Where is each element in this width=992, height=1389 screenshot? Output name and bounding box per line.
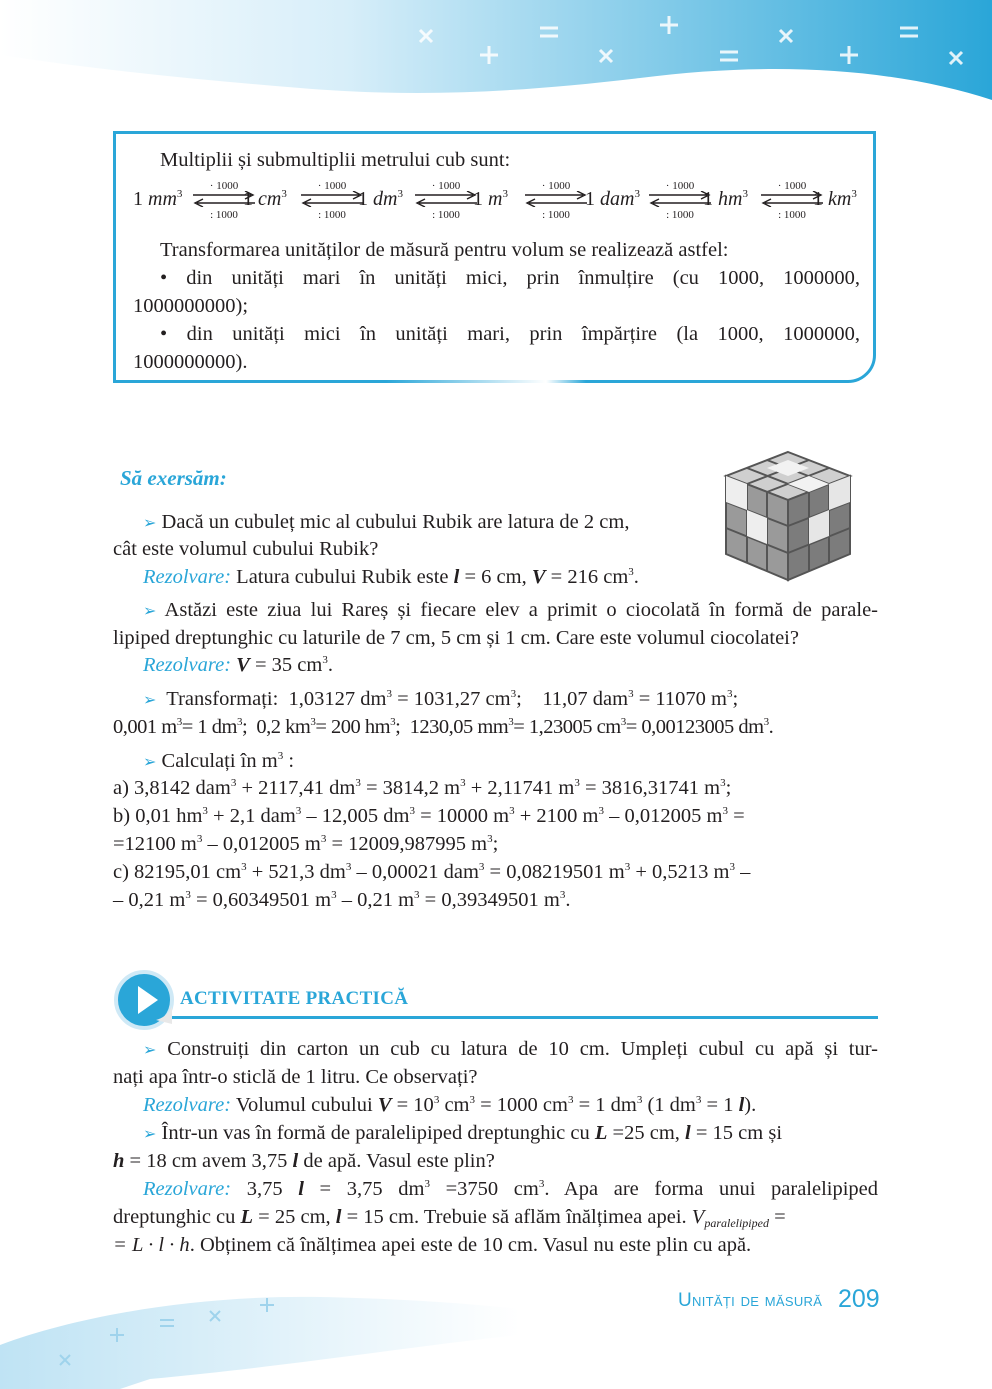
activity-2-line1: ➢ Într-un vas în formă de paralelipiped dreptunghic cu L =25 cm, l = 15 cm și	[143, 1122, 783, 1144]
box-border-fade	[386, 380, 586, 383]
unit-dm3: 1 $dm^3$	[358, 188, 403, 210]
bottom-decorative-band	[0, 1275, 520, 1389]
chapter-title: Unități de măsură	[678, 1290, 823, 1311]
unit-conversion-row	[133, 178, 863, 224]
unit-km3: 1 $km^3$	[813, 188, 857, 210]
activity-title: ACTIVITATE PRACTICĂ	[180, 988, 409, 1009]
exercise-4-b-line2: =12100 $m^3 - 0,012005$ $m^3 = 12009,987995$ $m^3$;	[113, 833, 499, 855]
exercise-4-label: ➢ Calculați în $m^3$ :	[143, 750, 295, 772]
bullet-divide-line1: • din unități mici în unități mari, prin împărțire (la 1000, 1000000,	[160, 323, 860, 345]
conversion-arrows: · 1000 : 1000	[521, 178, 591, 224]
activity-2-solution-line3: = L · l · h. Obținem că înălțimea apei este de 10 cm. Vasul nu este plin cu apă.	[113, 1234, 752, 1256]
activity-1-solution: Rezolvare: Volumul cubului $V = 10^3$ $cm^3 = 1000$ $cm^3 = 1$ $dm^3$ (1 $dm^3 = 1$ l).	[143, 1094, 757, 1116]
exercise-1-line2: cât este volumul cubului Rubik?	[113, 538, 379, 560]
bullet-multiply-line1: • din unități mari în unități mici, prin înmulțire (cu 1000, 1000000,	[160, 267, 860, 289]
conversion-arrows: · 1000 : 1000	[189, 178, 259, 224]
bullet-multiply-line2: 1000000000);	[133, 295, 249, 317]
unit-hm3: 1 $hm^3$	[703, 188, 748, 210]
exercises-heading: Să exersăm:	[120, 466, 227, 490]
rubik-cube-image	[718, 446, 858, 586]
conversion-arrows: · 1000 : 1000	[757, 178, 827, 224]
exercise-3-line1: ➢ Transformați: 1,03127 $dm^3 = 1031,27$ $cm^3$; 11,07 dam$^3$ = 11070 $m^3$;	[143, 688, 739, 710]
activity-2-line2: h = 18 cm avem 3,75 l de apă. Vasul este plin?	[113, 1150, 495, 1172]
exercise-1-solution: Rezolvare: Latura cubului Rubik este l = 6 cm, V = 216 $cm^3$.	[143, 566, 639, 588]
activity-2-solution-line1: Rezolvare: 3,75 l = 3,75 $dm^3 =3750$ $cm^3$. Apa are forma unui paralelipiped	[143, 1178, 879, 1200]
exercise-4-c-line1: c) 82195,01 $cm^3 + 521,3$ $dm^3 - 0,00021$ dam$^3$ = 0,08219501 $m^3 + 0,5213$ $m^3$ –	[113, 861, 751, 883]
unit-cm3: 1 $cm^3$	[243, 188, 287, 210]
exercise-2-line2: lipiped dreptunghic cu laturile de 7 cm, 5 cm și 1 cm. Care este volumul ciocolatei?	[113, 627, 799, 649]
exercise-4-c-line2: – 0,21 $m^3 = 0,60349501$ $m^3 - 0,21$ $m^3 = 0,39349501$ $m^3$.	[113, 889, 571, 911]
activity-1-line1: ➢ Construiți din carton un cub cu latura de 10 cm. Umpleți cubul cu apă și tur-	[143, 1038, 878, 1060]
play-icon	[112, 968, 176, 1032]
exercise-2-line1: ➢ Astăzi este ziua lui Rareș și fiecare elev a primit o ciocolată în formă de parale-	[143, 599, 879, 621]
top-decorative-band	[0, 0, 992, 110]
unit-m3: 1 $m^3$	[473, 188, 508, 210]
conversion-arrows: · 1000 : 1000	[297, 178, 367, 224]
conversion-arrows: · 1000 : 1000	[645, 178, 715, 224]
transform-intro: Transformarea unităților de măsură pentru volum se realizează astfel:	[160, 239, 729, 261]
exercise-4-a: a) 3,8142 dam$^3$ + 2117,41 $dm^3 = 3814,2$ $m^3 + 2,11741$ $m^3 = 3816,31741$ $m^3$;	[113, 777, 732, 799]
activity-underline	[172, 1016, 878, 1019]
unit-mm3: 1 $mm^3$	[133, 188, 183, 210]
exercise-4-b-line1: b) 0,01 $hm^3 + 2,1$ dam$^3$ – 12,005 $dm^3 = 10000$ $m^3 + 2100$ $m^3 - 0,012005$ $m^3$ =	[113, 805, 745, 827]
exercise-1-line1: ➢ Dacă un cubuleț mic al cubului Rubik are latura de 2 cm,	[143, 511, 630, 533]
page-number: 209	[838, 1285, 880, 1313]
rule-intro: Multiplii și submultiplii metrului cub sunt:	[160, 149, 511, 171]
exercise-3-line2: 0,001 $m^3= 1$ $dm^3$; 0,2 $km^3= 200$ $hm^3$; 1230,05 $mm^3= 1,23005$ $cm^3= 0,00123005$ $dm^3$.	[113, 716, 774, 738]
activity-1-line2: nați apa într-o sticlă de 1 litru. Ce observați?	[113, 1066, 478, 1088]
bullet-divide-line2: 1000000000).	[133, 351, 248, 373]
unit-dam3: 1 dam$^3$	[585, 188, 640, 210]
exercise-2-solution: Rezolvare: V = 35 $cm^3$.	[143, 654, 333, 676]
conversion-arrows: · 1000 : 1000	[411, 178, 481, 224]
activity-2-solution-line2: dreptunghic cu L = 25 cm, l = 15 cm. Trebuie să aflăm înălțimea apei. $V_{paralelipiped}$ =	[113, 1206, 786, 1230]
